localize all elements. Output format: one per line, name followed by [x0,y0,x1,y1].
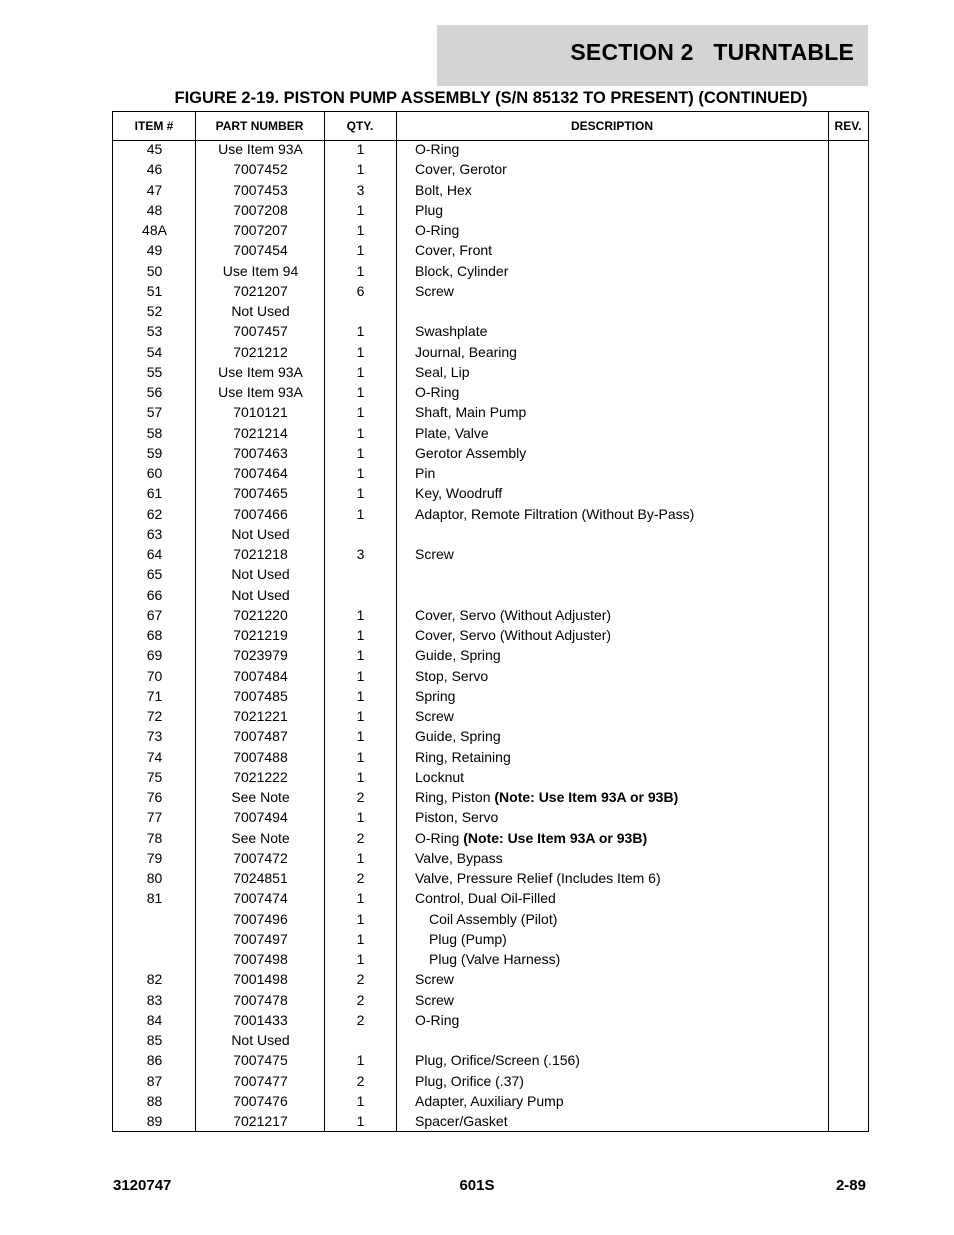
item-number: 68 [146,627,163,643]
description-text: Plate, Valve [415,424,489,441]
item-number: 85 [146,1032,163,1048]
quantity: 1 [356,262,365,279]
table-row [113,969,868,989]
description [415,200,443,220]
description-text: Ring, Retaining [415,748,511,765]
header-description: DESCRIPTION [570,119,653,133]
table-row [113,342,868,362]
table-row [113,382,868,402]
description-text: Plug (Valve Harness) [429,951,561,967]
description-text: Spacer/Gasket [415,1113,508,1129]
part-number: 7010121 [233,404,288,421]
part-number: See Note [231,829,290,846]
quantity: 1 [356,384,365,400]
table-row [113,1111,868,1131]
description-text: Plug [415,201,444,218]
description-text: Gerotor Assembly [415,444,527,461]
description [429,949,560,969]
table-row [113,625,868,645]
part-number: 7023979 [233,647,288,664]
description [415,888,556,908]
part-number: 7021217 [233,1113,288,1129]
quantity: 1 [356,222,365,238]
table-row [113,524,868,544]
description-text: Screw [415,991,454,1008]
quantity: 1 [356,141,365,157]
description-text: O-Ring [415,222,460,238]
part-number: 7007474 [233,890,288,907]
item-number: 76 [146,789,163,805]
description-text: Guide, Spring [415,728,501,745]
item-number: 87 [146,1072,163,1089]
table-row [113,159,868,179]
table-row [113,949,868,969]
table-row [113,747,868,767]
description-text: Screw [415,708,454,724]
description-text: O-Ring [415,384,460,400]
description [415,807,498,827]
item-number: 48A [142,222,167,238]
quantity: 2 [356,1072,365,1089]
description [415,726,501,746]
quantity: 1 [356,768,365,785]
table-row [113,726,868,746]
table-row [113,848,868,868]
quantity: 2 [356,1011,365,1028]
description [415,605,611,625]
quantity: 1 [356,708,365,724]
item-number: 47 [146,181,163,198]
header-rev: REV. [834,119,862,133]
description-text: Piston, Servo [415,809,499,826]
table-row [113,1010,868,1030]
quantity: 1 [356,930,365,947]
description [415,747,511,767]
quantity: 3 [356,181,365,198]
description-text: Locknut [415,768,465,785]
table-row [113,645,868,665]
table-row [113,463,868,483]
part-number: Not Used [231,586,290,603]
table-row [113,585,868,605]
part-number: 7021212 [233,343,288,360]
quantity: 1 [356,606,365,623]
part-number: Use Item 93A [218,384,303,400]
description-text: Ring, Piston [415,789,491,805]
table-row [113,1050,868,1070]
table-row [113,605,868,625]
description-text: Stop, Servo [415,667,489,684]
part-number: 7007498 [233,951,288,967]
item-number: 67 [146,606,163,623]
item-number: 84 [146,1011,163,1028]
table-row [113,483,868,503]
item-number: 69 [146,647,163,664]
description-text: Screw [415,282,454,299]
part-number: 7007466 [233,505,288,522]
description-text: Block, Cylinder [415,262,509,279]
description [415,321,487,341]
description [429,909,557,929]
quantity: 2 [356,971,365,988]
quantity: 1 [356,444,365,461]
description-text: Valve, Bypass [415,849,503,866]
quantity: 1 [356,627,365,643]
part-number: Not Used [231,525,290,542]
quantity: 1 [356,647,365,664]
part-number: Use Item 93A [218,363,303,380]
part-number: 7007463 [233,444,288,461]
quantity: 1 [356,910,365,927]
item-number: 83 [146,991,163,1008]
description [415,423,489,443]
item-number: 71 [146,687,163,704]
table-row [113,240,868,260]
part-number: 7007497 [233,930,288,947]
item-number: 73 [146,728,163,745]
description [415,443,526,463]
table-row [113,828,868,848]
description-text: Screw [415,546,454,562]
quantity: 1 [356,485,365,502]
item-number: 81 [146,890,163,907]
description [415,969,454,989]
table-row [113,564,868,584]
table-row [113,443,868,463]
description [415,767,464,787]
header-part-number: PART NUMBER [215,119,304,133]
item-number: 62 [146,505,163,522]
table-row [113,423,868,443]
description-text: Cover, Servo (Without Adjuster) [415,627,612,643]
description-text: Screw [415,971,454,988]
part-number: 7021221 [233,708,288,724]
part-number: Not Used [231,303,290,319]
part-number: 7007452 [233,161,288,178]
figure-title: FIGURE 2-19. PISTON PUMP ASSEMBLY (S/N 85132 TO PRESENT) (CONTINUED) [174,89,808,107]
part-number: Not Used [231,566,290,583]
description [415,848,503,868]
table-row [113,301,868,321]
description-text: O-Ring [415,141,460,157]
footer-page-number: 2-89 [835,1177,866,1194]
quantity: 3 [356,546,365,562]
quantity: 1 [356,363,365,380]
description [415,1091,564,1111]
part-number: 7021222 [233,768,288,785]
quantity: 1 [356,849,365,866]
quantity: 6 [356,282,365,299]
description-note: (Note: Use Item 93A or 93B) [494,789,679,805]
item-number: 57 [146,404,163,421]
description [415,504,694,524]
description-text: Adapter, Auxiliary Pump [415,1092,564,1109]
description [415,1071,524,1091]
description [415,139,459,159]
quantity: 1 [356,424,365,441]
description-text: Cover, Front [415,242,493,259]
description [415,1111,508,1131]
quantity: 1 [356,242,365,259]
quantity: 1 [356,687,365,704]
item-number: 46 [146,161,163,178]
description-text: Adaptor, Remote Filtration (Without By-Pass) [415,505,695,522]
part-number: 7007487 [233,728,288,745]
part-number: 7007457 [233,323,288,340]
part-number: 7007477 [233,1072,288,1089]
item-number: 89 [146,1113,163,1129]
item-number: 56 [146,384,163,400]
part-number: Use Item 94 [222,262,299,279]
item-number: 66 [146,586,163,603]
description [415,625,611,645]
footer-document-number: 3120747 [113,1177,172,1194]
part-number: Not Used [231,1032,290,1048]
part-number: 7024851 [233,870,288,886]
part-number: 7007485 [233,687,288,704]
description [415,220,459,240]
table-row [113,1071,868,1091]
quantity: 2 [356,870,365,886]
description [415,261,508,281]
quantity: 1 [356,809,365,826]
item-number: 88 [146,1092,163,1109]
part-number: 7007476 [233,1092,288,1109]
part-number: 7021214 [233,424,288,441]
quantity: 1 [356,343,365,360]
item-number: 51 [146,282,163,299]
quantity: 1 [356,323,365,340]
description [415,666,488,686]
quantity: 1 [356,161,365,178]
item-number: 80 [146,870,163,886]
part-number: 7021220 [233,606,288,623]
part-number: 7007465 [233,485,288,502]
item-number: 86 [146,1052,163,1069]
description-text: Spring [415,687,456,704]
part-number: 7007207 [233,222,288,238]
description [415,159,507,179]
table-row [113,139,868,159]
item-number: 55 [146,363,163,380]
description-note: (Note: Use Item 93A or 93B) [463,829,648,846]
description [415,342,517,362]
table-row [113,504,868,524]
part-number: 7007484 [233,667,288,684]
description-text: Pin [415,465,436,481]
description-text: Shaft, Main Pump [415,404,527,421]
quantity: 1 [356,1092,365,1109]
table-row [113,362,868,382]
item-number: 79 [146,849,163,866]
item-number: 52 [146,303,163,319]
item-number: 49 [146,242,163,259]
part-number: 7007494 [233,809,288,826]
description-text: Coil Assembly (Pilot) [429,910,558,927]
quantity: 1 [356,748,365,765]
header-qty: QTY. [346,119,374,133]
part-number: See Note [231,789,290,805]
table-row [113,261,868,281]
item-number: 48 [146,201,163,218]
table-row [113,544,868,564]
parts-table [112,111,869,1132]
quantity: 1 [356,505,365,522]
part-number: 7007478 [233,991,288,1008]
quantity: 1 [356,1113,365,1129]
table-row [113,1030,868,1050]
part-number: 7007453 [233,181,288,198]
description [415,686,455,706]
description-text: Valve, Pressure Relief (Includes Item 6) [415,870,661,886]
table-row [113,1091,868,1111]
header-item: ITEM # [134,119,174,133]
table-row [113,929,868,949]
table-row [113,909,868,929]
item-number: 74 [146,748,163,765]
item-number: 77 [146,809,163,826]
quantity: 1 [356,404,365,421]
description-text: Plug (Pump) [429,930,507,947]
item-number: 58 [146,424,163,441]
table-row [113,402,868,422]
part-number: 7021219 [233,627,288,643]
table-row [113,281,868,301]
table-row [113,807,868,827]
item-number: 53 [146,323,163,340]
description [415,706,454,726]
description-text: O-Ring [415,1011,460,1028]
part-number: 7007488 [233,748,288,765]
part-number: 7007472 [233,849,288,866]
item-number: 50 [146,262,163,279]
quantity: 2 [356,829,365,846]
description-text: Control, Dual Oil-Filled [415,890,556,907]
table-row [113,990,868,1010]
item-number: 54 [146,343,163,360]
item-number: 63 [146,525,163,542]
section-title: SECTION 2 TURNTABLE [570,39,854,65]
table-row [113,220,868,240]
part-number: 7001433 [233,1011,288,1028]
description-text: Guide, Spring [415,647,501,664]
description [415,990,454,1010]
part-number: 7007208 [233,201,288,218]
description-text: Bolt, Hex [415,181,472,198]
part-number: 7021207 [233,282,288,299]
part-number: 7007454 [233,242,288,259]
description-text: O-Ring [415,829,460,846]
quantity: 1 [356,951,365,967]
item-number: 60 [146,465,163,481]
description [415,828,647,848]
item-number: 82 [146,971,163,988]
item-number: 59 [146,444,163,461]
description-text: Plug, Orifice (.37) [415,1072,524,1089]
part-number: 7007464 [233,465,288,481]
quantity: 1 [356,1052,365,1069]
quantity: 1 [356,465,365,481]
footer-model: 601S [459,1177,495,1194]
table-row [113,666,868,686]
table-row [113,706,868,726]
item-number: 45 [146,141,163,157]
description [415,645,501,665]
description-text: Key, Woodruff [415,485,503,502]
table-row [113,888,868,908]
description [415,362,469,382]
part-number: 7021218 [233,546,288,562]
table-row [113,868,868,888]
item-number: 61 [146,485,163,502]
description-text: Cover, Servo (Without Adjuster) [415,606,612,623]
description-text: Journal, Bearing [415,343,517,360]
item-number: 70 [146,667,163,684]
quantity: 1 [356,201,365,218]
part-number: 7001498 [233,971,288,988]
description [415,544,454,564]
item-number: 72 [146,708,163,724]
description [415,868,661,888]
description-text: Seal, Lip [415,363,470,380]
quantity: 2 [356,991,365,1008]
part-number: 7007475 [233,1052,288,1069]
quantity: 1 [356,890,365,907]
quantity: 1 [356,667,365,684]
description-text: Cover, Gerotor [415,161,507,178]
description [415,240,492,260]
quantity: 1 [356,728,365,745]
description [415,180,472,200]
description-text: Swashplate [415,323,488,340]
part-number: Use Item 93A [218,141,303,157]
description [415,402,526,422]
description [415,281,454,301]
item-number: 78 [146,829,163,846]
description [429,929,507,949]
description [415,463,435,483]
item-number: 64 [146,546,163,562]
description [415,1010,459,1030]
description [415,483,502,503]
description [415,382,459,402]
part-number: 7007496 [233,910,288,927]
description [415,787,678,807]
table-row [113,180,868,200]
table-row [113,321,868,341]
table-row [113,767,868,787]
description [415,1050,580,1070]
section-header [437,25,868,86]
table-row [113,787,868,807]
item-number: 75 [146,768,163,785]
item-number: 65 [146,566,163,583]
description-text: Plug, Orifice/Screen (.156) [415,1052,580,1069]
quantity: 2 [356,789,365,805]
table-row [113,200,868,220]
table-row [113,686,868,706]
